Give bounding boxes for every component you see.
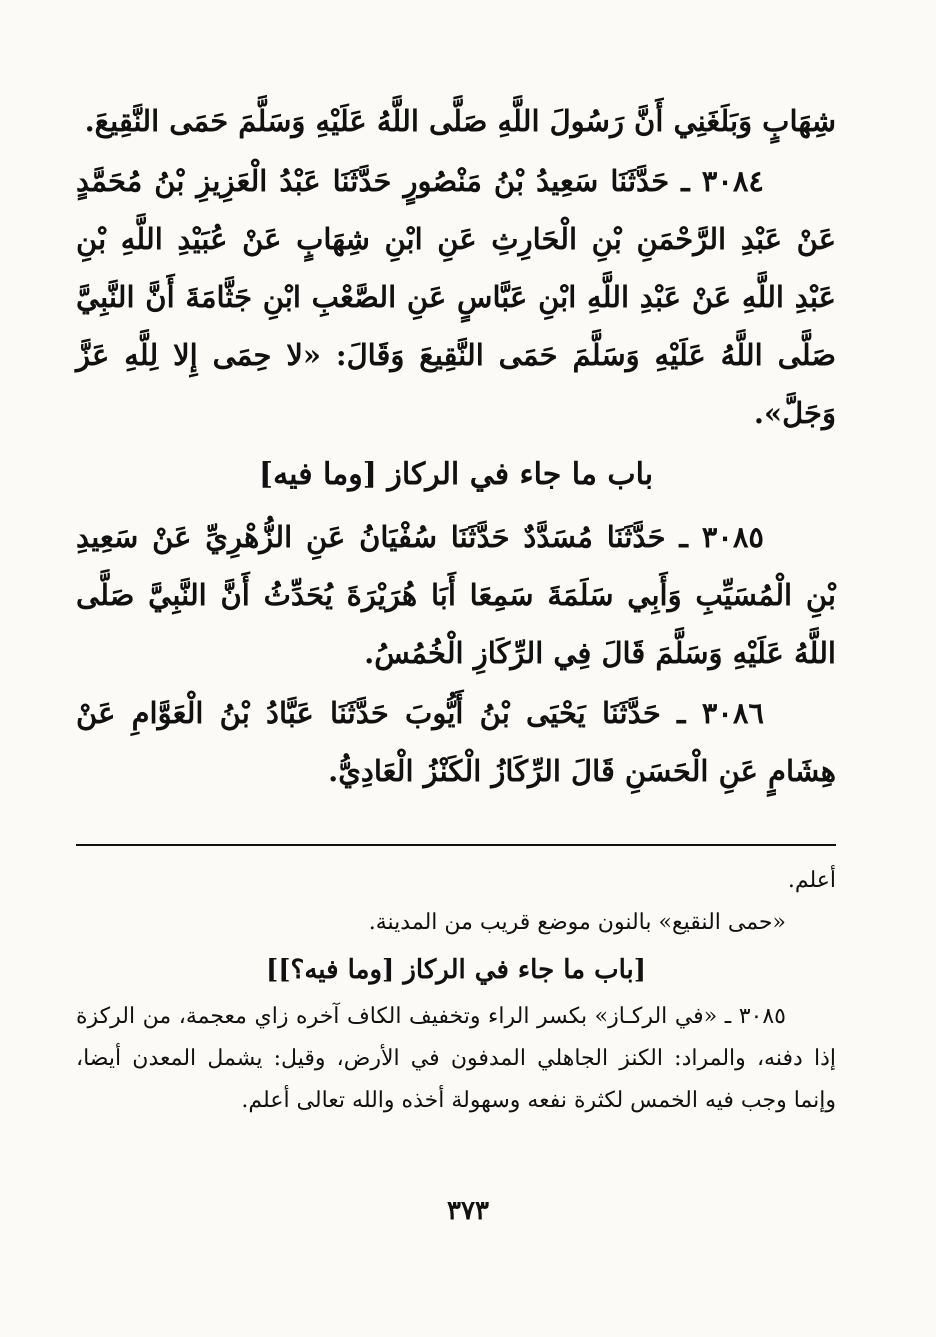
commentary-line-2: «حمى النقيع» بالنون موضع قريب من المدينة.: [368, 910, 786, 935]
hadith-3085: ٣٠٨٥ ـ حَدَّثَنَا مُسَدَّدٌ حَدَّثَنَا سُفْيَانُ عَنِ الزُّهْرِيِّ عَنْ سَعِيدِ بْنِ الْمُسَيِّبِ وَأَبِي سَلَمَةَ سَمِعَا أَبَا هُرَيْرَةَ يُحَدِّثُ أَنَّ النَّبِيَّ صَلَّى اللَّهُ عَلَيْهِ وَسَلَّمَ قَالَ فِي الرِّكَازِ الْخُمُسُ.: [76, 520, 836, 670]
page-number: ٣٧٣: [447, 1196, 489, 1226]
paragraph-continuation: شِهَابٍ وَبَلَغَنِي أَنَّ رَسُولَ اللَّهِ صَلَّى اللَّهُ عَلَيْهِ وَسَلَّمَ حَمَى النَّقِيعَ.: [84, 104, 836, 138]
hadith-3086: ٣٠٨٦ ـ حَدَّثَنَا يَحْيَى بْنُ أَيُّوبَ حَدَّثَنَا عَبَّادُ بْنُ الْعَوَّامِ عَنْ هِشَامٍ عَنِ الْحَسَنِ قَالَ الرِّكَازُ الْكَنْزُ الْعَادِيُّ.: [76, 696, 836, 788]
chapter-title: باب ما جاء في الركاز [وما فيه]: [258, 457, 654, 492]
commentary: [76, 860, 836, 1122]
footnote-divider: [76, 844, 836, 846]
main-text: [76, 92, 836, 800]
commentary-chapter-title: [باب ما جاء في الركاز [وما فيه؟]]: [265, 955, 647, 985]
hadith-3084: ٣٠٨٤ ـ حَدَّثَنَا سَعِيدُ بْنُ مَنْصُورٍ حَدَّثَنَا عَبْدُ الْعَزِيزِ بْنُ مُحَمَّدٍ عَنْ عَبْدِ الرَّحْمَنِ بْنِ الْحَارِثِ عَنِ ابْنِ شِهَابٍ عَنْ عُبَيْدِ اللَّهِ بْنِ عَبْدِ اللَّهِ عَنْ عَبْدِ اللَّهِ ابْنِ عَبَّاسٍ عَنِ الصَّعْبِ ابْنِ جَثَّامَةَ أَنَّ النَّبِيَّ صَلَّى اللَّهُ عَلَيْهِ وَسَلَّمَ حَمَى النَّقِيعَ وَقَالَ: «لا حِمَى إِلا لِلَّهِ عَزَّ وَجَلَّ».: [76, 164, 836, 430]
commentary-line-1: أعلم.: [787, 868, 836, 893]
commentary-3085: ٣٠٨٥ ـ «في الركـاز» بكسر الراء وتخفيف الكاف آخره زاي معجمة، من الركزة إذا دفنه، والمراد: الكنز الجاهلي المدفون في الأرض، وقيل: يشمل المعدن أيضا، وإنما وجب فيه الخمس لكثرة نفعه وسهولة أخذه والله تعالى أعلم.: [76, 1004, 836, 1113]
page-body: [76, 92, 836, 1122]
